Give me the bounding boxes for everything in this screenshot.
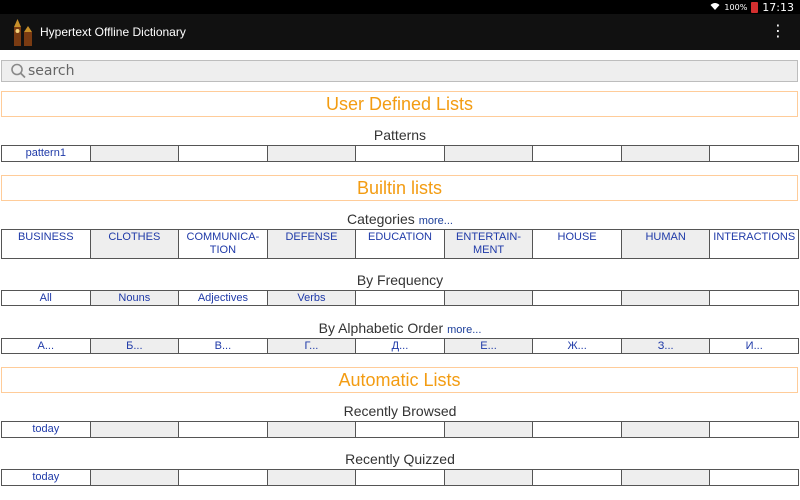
recently-browsed-cell[interactable] [533,422,622,438]
patterns-cell[interactable]: pattern1 [2,146,91,162]
category-cell[interactable]: DEFENSE [268,230,357,259]
recently-quizzed-title-text: Recently Quizzed [345,451,455,467]
battery-icon [751,2,758,13]
category-cell[interactable]: CLOTHES [91,230,180,259]
alphabet-cell[interactable]: Д... [356,339,445,354]
recently-browsed-title [0,402,800,420]
status-icons [710,1,794,14]
battery-percentage: 100% [724,3,748,12]
recently-quizzed-cell[interactable]: today [2,470,91,486]
frequency-title-text: By Frequency [356,272,444,288]
patterns-cell[interactable] [710,146,799,162]
recently-browsed-cell[interactable]: today [2,422,91,438]
categories-row [1,229,799,259]
recently-browsed-title-text: Recently Browsed [343,403,457,419]
recently-browsed-cell[interactable] [179,422,268,438]
user-defined-lists-header: User Defined Lists [1,91,798,117]
recently-quizzed-cell[interactable] [533,470,622,486]
category-cell[interactable]: COMMUNICA- TION [179,230,268,259]
search-bar [1,60,798,82]
recently-quizzed-cell[interactable] [268,470,357,486]
patterns-cell[interactable] [445,146,534,162]
automatic-lists-header: Automatic Lists [1,367,798,393]
recently-quizzed-cell[interactable] [356,470,445,486]
patterns-row [1,145,799,162]
alphabet-cell[interactable]: З... [622,339,711,354]
patterns-cell[interactable] [268,146,357,162]
wifi-icon [710,2,720,14]
frequency-cell[interactable] [356,291,445,306]
frequency-cell[interactable]: Adjectives [179,291,268,306]
recently-quizzed-cell[interactable] [710,470,799,486]
app-title: Hypertext Offline Dictionary [40,25,186,39]
patterns-cell[interactable] [533,146,622,162]
frequency-cell[interactable]: Nouns [91,291,180,306]
category-cell[interactable]: BUSINESS [2,230,91,259]
alphabetic-more-link[interactable]: more... [447,324,482,336]
frequency-cell[interactable]: All [2,291,91,306]
status-clock: 17:13 [762,1,794,14]
patterns-cell[interactable] [179,146,268,162]
frequency-cell[interactable] [445,291,534,306]
frequency-cell[interactable] [710,291,799,306]
recently-browsed-row [1,421,799,438]
builtin-lists-header: Builtin lists [1,175,798,201]
status-bar [0,0,800,14]
frequency-title [0,271,800,289]
patterns-cell[interactable] [91,146,180,162]
category-cell[interactable]: ENTERTAIN- MENT [445,230,534,259]
frequency-cell[interactable] [533,291,622,306]
search-icon [10,63,26,79]
alphabet-cell[interactable]: Б... [91,339,180,354]
categories-title [0,210,800,228]
big-ben-logo-icon [8,17,38,47]
recently-quizzed-cell[interactable] [622,470,711,486]
recently-browsed-cell[interactable] [91,422,180,438]
alphabetic-title [0,319,800,337]
search-input[interactable] [28,62,788,80]
alphabet-cell[interactable]: В... [179,339,268,354]
overflow-menu-icon[interactable]: ⋮ [770,21,786,40]
alphabetic-title-text: By Alphabetic Order [318,320,444,336]
recently-browsed-cell[interactable] [356,422,445,438]
frequency-cell[interactable]: Verbs [268,291,357,306]
recently-browsed-cell[interactable] [710,422,799,438]
patterns-cell[interactable] [356,146,445,162]
alphabet-cell[interactable]: И... [710,339,799,354]
recently-browsed-cell[interactable] [445,422,534,438]
alphabet-cell[interactable]: Е... [445,339,534,354]
app-bar [0,14,800,50]
recently-browsed-cell[interactable] [622,422,711,438]
recently-browsed-cell[interactable] [268,422,357,438]
recently-quizzed-cell[interactable] [91,470,180,486]
patterns-title-text: Patterns [373,127,427,143]
alphabet-cell[interactable]: Ж... [533,339,622,354]
frequency-row [1,290,799,306]
patterns-cell[interactable] [622,146,711,162]
category-cell[interactable]: HOUSE [533,230,622,259]
alphabetic-row [1,338,799,354]
recently-quizzed-cell[interactable] [445,470,534,486]
patterns-title [0,126,800,144]
category-cell[interactable]: INTERACTIONS [710,230,799,259]
alphabet-cell[interactable]: Г... [268,339,357,354]
recently-quizzed-row [1,469,799,486]
categories-title-text: Categories [347,211,415,227]
category-cell[interactable]: EDUCATION [356,230,445,259]
alphabet-cell[interactable]: А... [2,339,91,354]
category-cell[interactable]: HUMAN [622,230,711,259]
recently-quizzed-title [0,450,800,468]
frequency-cell[interactable] [622,291,711,306]
categories-more-link[interactable]: more... [418,215,453,227]
recently-quizzed-cell[interactable] [179,470,268,486]
